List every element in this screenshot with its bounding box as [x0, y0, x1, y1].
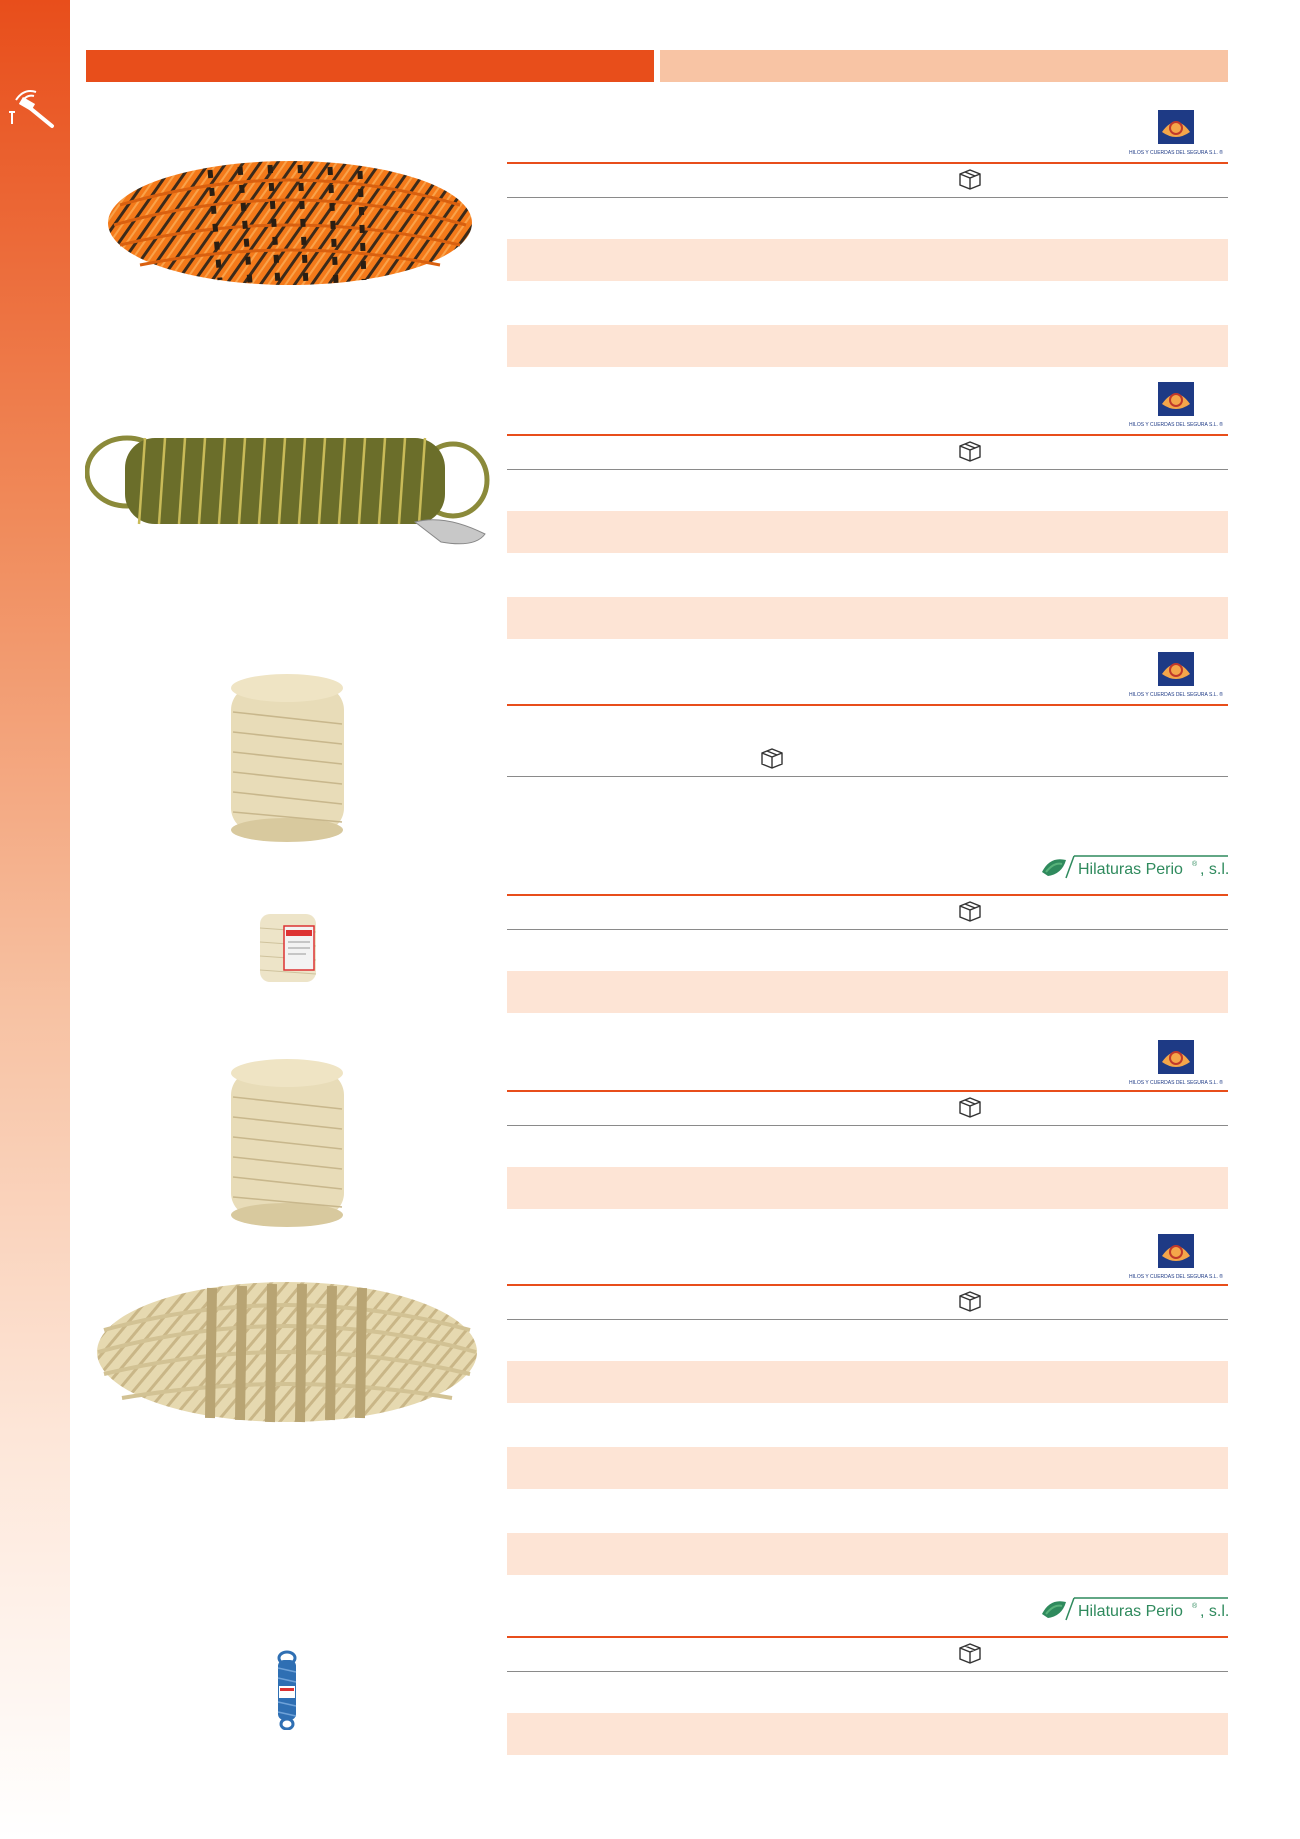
svg-text:HILOS Y CUERDAS DEL SEGURA S.L: HILOS Y CUERDAS DEL SEGURA S.L. ® — [1129, 1080, 1223, 1086]
svg-text:HILOS Y CUERDAS DEL SEGURA S.L: HILOS Y CUERDAS DEL SEGURA S.L. ® — [1129, 150, 1223, 156]
table-row — [507, 325, 1228, 367]
row-divider — [507, 704, 1228, 706]
product-image-blue-cord — [270, 1650, 304, 1735]
svg-text:HILOS Y CUERDAS DEL SEGURA S.L: HILOS Y CUERDAS DEL SEGURA S.L. ® — [1129, 1274, 1223, 1280]
table-row — [507, 1361, 1228, 1403]
package-box-icon — [958, 1096, 982, 1118]
row-divider — [507, 894, 1228, 896]
package-box-icon — [958, 1642, 982, 1664]
row-divider — [507, 1671, 1228, 1672]
product-image-clothesline — [85, 422, 490, 557]
hilaturas-perio-logo — [1040, 1594, 1228, 1624]
svg-text:®: ® — [1192, 1603, 1198, 1610]
package-box-icon — [760, 747, 784, 769]
svg-text:HILOS Y CUERDAS DEL SEGURA S.L: HILOS Y CUERDAS DEL SEGURA S.L. ® — [1129, 422, 1223, 428]
row-divider — [507, 434, 1228, 436]
row-divider — [507, 469, 1228, 470]
package-box-icon — [958, 1290, 982, 1312]
table-row — [507, 511, 1228, 553]
row-divider — [507, 1636, 1228, 1638]
header-bar-secondary — [660, 50, 1228, 82]
hilos-y-cuerdas-logo — [1126, 108, 1226, 158]
row-divider — [507, 929, 1228, 930]
row-divider — [507, 197, 1228, 198]
hilos-y-cuerdas-logo — [1126, 380, 1226, 430]
svg-text:Hilaturas Perio: Hilaturas Perio — [1078, 1603, 1183, 1620]
product-image-orange-rope — [100, 145, 480, 300]
section-sidebar — [0, 0, 70, 1839]
package-box-icon — [958, 168, 982, 190]
row-divider — [507, 162, 1228, 164]
svg-text:Hilaturas Perio: Hilaturas Perio — [1078, 861, 1183, 878]
table-row — [507, 1447, 1228, 1489]
package-box-icon — [958, 900, 982, 922]
row-divider — [507, 776, 1228, 777]
table-row — [507, 597, 1228, 639]
header-bar-primary — [86, 50, 654, 82]
table-row — [507, 239, 1228, 281]
svg-text:, s.l.: , s.l. — [1200, 861, 1228, 878]
product-image-sisal-rope — [92, 1270, 482, 1435]
row-divider — [507, 1319, 1228, 1320]
package-box-icon — [958, 440, 982, 462]
table-row — [507, 1713, 1228, 1755]
row-divider — [507, 1125, 1228, 1126]
svg-text:, s.l.: , s.l. — [1200, 1603, 1228, 1620]
table-row — [507, 971, 1228, 1013]
row-divider — [507, 1284, 1228, 1286]
svg-text:HILOS Y CUERDAS DEL SEGURA S.L: HILOS Y CUERDAS DEL SEGURA S.L. ® — [1129, 692, 1223, 698]
product-image-sisal-spool — [225, 1057, 350, 1234]
row-divider — [507, 1090, 1228, 1092]
hammer-icon — [6, 82, 64, 132]
product-image-sisal-spool — [225, 672, 350, 849]
svg-text:®: ® — [1192, 861, 1198, 868]
hilos-y-cuerdas-logo — [1126, 650, 1226, 700]
table-row — [507, 1533, 1228, 1575]
table-row — [507, 1167, 1228, 1209]
hilos-y-cuerdas-logo — [1126, 1038, 1226, 1088]
hilos-y-cuerdas-logo — [1126, 1232, 1226, 1282]
product-image-small-spool — [256, 908, 320, 993]
hilaturas-perio-logo — [1040, 852, 1228, 882]
